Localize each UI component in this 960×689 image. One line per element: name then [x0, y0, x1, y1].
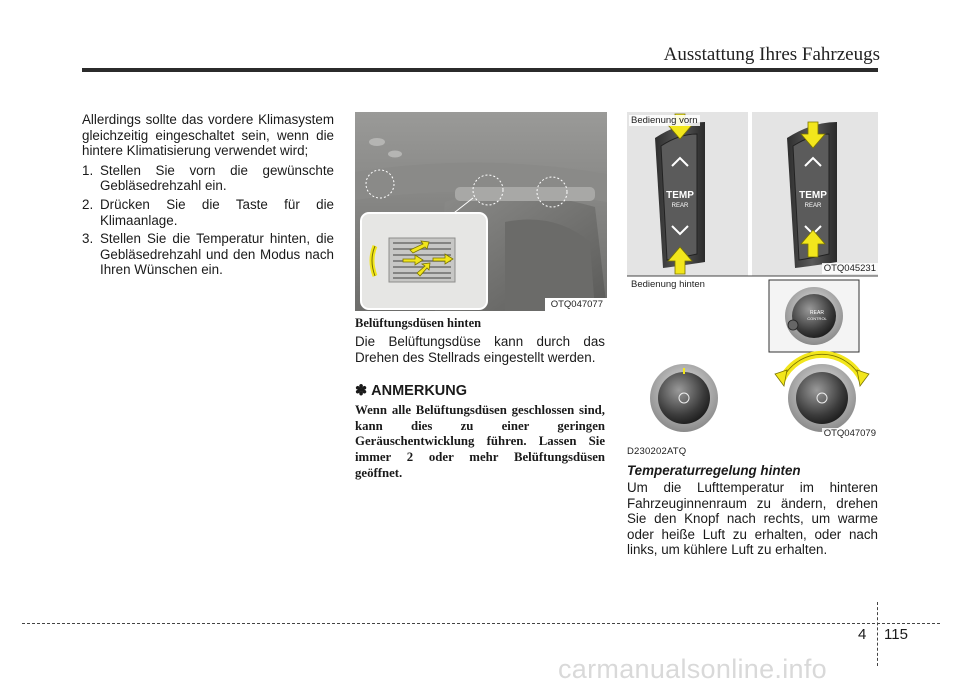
- rear-label: REAR: [804, 203, 822, 209]
- rear-label: REAR: [671, 203, 689, 209]
- footer-divider: [877, 602, 878, 666]
- list-item: [82, 163, 334, 194]
- temp-label: TEMP: [666, 190, 694, 201]
- temperature-control-figure: [627, 112, 878, 439]
- list-item: [82, 197, 334, 228]
- chapter-title: Ausstattung Ihres Fahrzeugs: [663, 44, 880, 65]
- step-text: Drücken Sie die Taste für die Klimaanlage.: [100, 196, 334, 228]
- section-code: D230202ATQ: [627, 446, 687, 457]
- step-number: 3.: [82, 231, 94, 247]
- step-list: [82, 163, 334, 278]
- figure-code: OTQ047077: [545, 298, 607, 311]
- control-label-2: CONTROL: [807, 316, 827, 321]
- header-rule: [82, 68, 878, 72]
- column-right: [627, 446, 878, 558]
- vent-paragraph: Die Belüftungsdüse kann durch das Drehen des Stellrads eingestellt werden.: [355, 334, 605, 365]
- step-text: Stellen Sie vorn die gewünschte Gebläsedrehzahl ein.: [100, 162, 334, 194]
- temperature-control-illustration: [627, 112, 878, 439]
- step-text: Stellen Sie die Temperatur hinten, die Gebläsedrehzahl und den Modus nach Ihren Wünschen ein.: [100, 231, 334, 278]
- temp-label: TEMP: [799, 190, 827, 201]
- rear-control-label: Bedienung hinten: [631, 279, 705, 290]
- column-left: [82, 112, 334, 281]
- rear-vent-figure: [355, 112, 607, 311]
- note-title: ANMERKUNG: [371, 383, 468, 400]
- page-number: 115: [884, 626, 908, 643]
- step-number: 1.: [82, 162, 94, 178]
- footer-rule: [22, 623, 940, 624]
- figure-code: OTQ045231: [823, 263, 876, 274]
- asterisk-icon: ✽: [355, 383, 368, 400]
- column-middle: [355, 316, 605, 481]
- temperature-paragraph: Um die Lufttemperatur im hinteren Fahrzeuginnenraum zu ändern, drehen Sie den Knopf nach rechts, um warme oder heiße Luft zu erhalten, oder nach links, um kühlere Luft zu erhalten.: [627, 480, 878, 558]
- chapter-number: 4: [858, 626, 867, 643]
- intro-paragraph: Allerdings sollte das vordere Klimasystem gleichzeitig eingeschaltet sein, wenn die hintere Klimatisierung verwendet wird;: [82, 112, 334, 159]
- step-number: 2.: [82, 196, 94, 212]
- section-heading: Temperaturregelung hinten: [627, 463, 801, 478]
- list-item: [82, 231, 334, 278]
- rear-vent-illustration: [355, 112, 607, 311]
- control-label-1: REAR: [810, 310, 824, 316]
- figure-caption: Belüftungsdüsen hinten: [355, 316, 482, 330]
- figure-code: OTQ047079: [823, 428, 876, 439]
- front-control-label: Bedienung vorn: [631, 115, 698, 126]
- note-heading: [355, 383, 605, 399]
- watermark: carmanualsonline.info: [558, 654, 827, 684]
- note-paragraph: Wenn alle Belüftungsdüsen geschlossen sind, kann dies zu einer geringen Geräuschentwicklung führen. Lassen Sie immer 2 oder mehr Belüftungsdüsen geöffnet.: [355, 403, 605, 480]
